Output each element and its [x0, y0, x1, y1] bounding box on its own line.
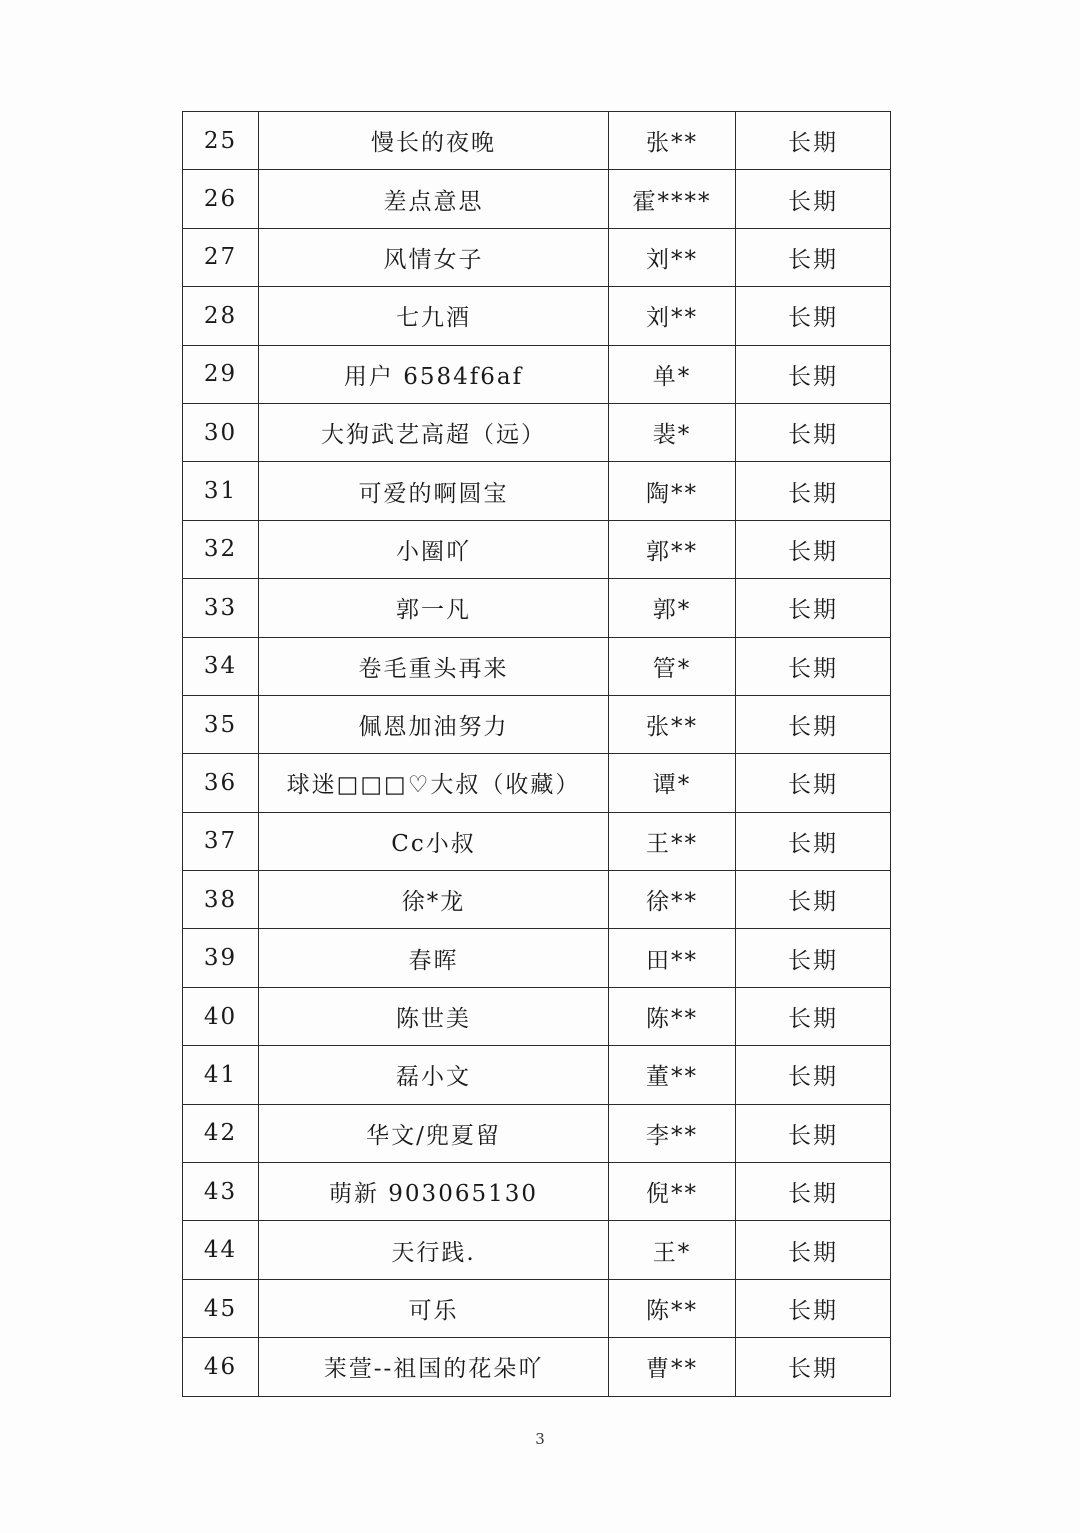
table-row	[183, 1338, 891, 1396]
masked-name-cell: 李**	[609, 1104, 736, 1162]
row-number-cell: 38	[183, 871, 259, 929]
table-row	[183, 929, 891, 987]
row-number-cell: 36	[183, 754, 259, 812]
row-number-cell: 44	[183, 1221, 259, 1279]
nickname-cell: 大狗武艺高超（远）	[259, 403, 609, 461]
nickname-cell: 七九酒	[259, 287, 609, 345]
term-cell: 长期	[736, 812, 891, 870]
table-row	[183, 1221, 891, 1279]
masked-name-cell: 徐**	[609, 871, 736, 929]
nickname-cell: 萌新 903065130	[259, 1163, 609, 1221]
masked-name-cell: 谭*	[609, 754, 736, 812]
nickname-cell: 小圈吖	[259, 520, 609, 578]
term-cell: 长期	[736, 403, 891, 461]
nickname-cell: 可乐	[259, 1279, 609, 1337]
row-number-cell: 30	[183, 403, 259, 461]
row-number-cell: 34	[183, 637, 259, 695]
masked-name-cell: 刘**	[609, 287, 736, 345]
masked-name-cell: 管*	[609, 637, 736, 695]
masked-name-cell: 倪**	[609, 1163, 736, 1221]
nickname-cell: 球迷□□□♡大叔（收藏）	[259, 754, 609, 812]
table-row	[183, 1279, 891, 1337]
table-row	[183, 754, 891, 812]
table-row	[183, 287, 891, 345]
term-cell: 长期	[736, 462, 891, 520]
masked-name-cell: 郭*	[609, 579, 736, 637]
row-number-cell: 29	[183, 345, 259, 403]
nickname-cell: 陈世美	[259, 987, 609, 1045]
masked-name-cell: 陈**	[609, 1279, 736, 1337]
row-number-cell: 33	[183, 579, 259, 637]
row-number-cell: 28	[183, 287, 259, 345]
term-cell: 长期	[736, 228, 891, 286]
row-number-cell: 46	[183, 1338, 259, 1396]
table-row	[183, 579, 891, 637]
term-cell: 长期	[736, 1338, 891, 1396]
nickname-cell: Cc小叔	[259, 812, 609, 870]
table-row	[183, 1104, 891, 1162]
table-row	[183, 462, 891, 520]
nickname-cell: 风情女子	[259, 228, 609, 286]
table-row	[183, 345, 891, 403]
masked-name-cell: 裴*	[609, 403, 736, 461]
masked-name-cell: 王*	[609, 1221, 736, 1279]
row-number-cell: 32	[183, 520, 259, 578]
nickname-cell: 慢长的夜晚	[259, 112, 609, 170]
table-row	[183, 170, 891, 228]
row-number-cell: 42	[183, 1104, 259, 1162]
nickname-cell: 磊小文	[259, 1046, 609, 1104]
term-cell: 长期	[736, 112, 891, 170]
term-cell: 长期	[736, 1163, 891, 1221]
masked-name-cell: 郭**	[609, 520, 736, 578]
nickname-cell: 天行践.	[259, 1221, 609, 1279]
nickname-cell: 茉萱--祖国的花朵吖	[259, 1338, 609, 1396]
row-number-cell: 40	[183, 987, 259, 1045]
term-cell: 长期	[736, 520, 891, 578]
table-row	[183, 228, 891, 286]
table-row	[183, 1046, 891, 1104]
row-number-cell: 41	[183, 1046, 259, 1104]
term-cell: 长期	[736, 345, 891, 403]
table-row	[183, 637, 891, 695]
masked-name-cell: 刘**	[609, 228, 736, 286]
nickname-cell: 用户 6584f6af	[259, 345, 609, 403]
nickname-cell: 徐*龙	[259, 871, 609, 929]
masked-name-cell: 陶**	[609, 462, 736, 520]
term-cell: 长期	[736, 1046, 891, 1104]
term-cell: 长期	[736, 579, 891, 637]
term-cell: 长期	[736, 987, 891, 1045]
table-row	[183, 403, 891, 461]
row-number-cell: 39	[183, 929, 259, 987]
term-cell: 长期	[736, 1279, 891, 1337]
masked-name-cell: 张**	[609, 695, 736, 753]
nickname-cell: 差点意思	[259, 170, 609, 228]
roster-table	[182, 111, 891, 1397]
page-number: 3	[535, 1430, 545, 1448]
nickname-cell: 郭一凡	[259, 579, 609, 637]
term-cell: 长期	[736, 637, 891, 695]
masked-name-cell: 陈**	[609, 987, 736, 1045]
nickname-cell: 可爱的啊圆宝	[259, 462, 609, 520]
row-number-cell: 35	[183, 695, 259, 753]
masked-name-cell: 田**	[609, 929, 736, 987]
table-row	[183, 1163, 891, 1221]
term-cell: 长期	[736, 754, 891, 812]
masked-name-cell: 霍****	[609, 170, 736, 228]
roster-table-body	[183, 112, 891, 1397]
table-row	[183, 520, 891, 578]
table-row	[183, 987, 891, 1045]
masked-name-cell: 曹**	[609, 1338, 736, 1396]
row-number-cell: 45	[183, 1279, 259, 1337]
row-number-cell: 43	[183, 1163, 259, 1221]
table-row	[183, 112, 891, 170]
nickname-cell: 卷毛重头再来	[259, 637, 609, 695]
row-number-cell: 31	[183, 462, 259, 520]
term-cell: 长期	[736, 287, 891, 345]
term-cell: 长期	[736, 1221, 891, 1279]
masked-name-cell: 董**	[609, 1046, 736, 1104]
masked-name-cell: 王**	[609, 812, 736, 870]
term-cell: 长期	[736, 695, 891, 753]
nickname-cell: 佩恩加油努力	[259, 695, 609, 753]
term-cell: 长期	[736, 871, 891, 929]
row-number-cell: 26	[183, 170, 259, 228]
term-cell: 长期	[736, 1104, 891, 1162]
row-number-cell: 25	[183, 112, 259, 170]
table-row	[183, 695, 891, 753]
masked-name-cell: 张**	[609, 112, 736, 170]
term-cell: 长期	[736, 929, 891, 987]
table-row	[183, 871, 891, 929]
nickname-cell: 华文/兜夏留	[259, 1104, 609, 1162]
masked-name-cell: 单*	[609, 345, 736, 403]
term-cell: 长期	[736, 170, 891, 228]
table-row	[183, 812, 891, 870]
row-number-cell: 27	[183, 228, 259, 286]
row-number-cell: 37	[183, 812, 259, 870]
nickname-cell: 春晖	[259, 929, 609, 987]
